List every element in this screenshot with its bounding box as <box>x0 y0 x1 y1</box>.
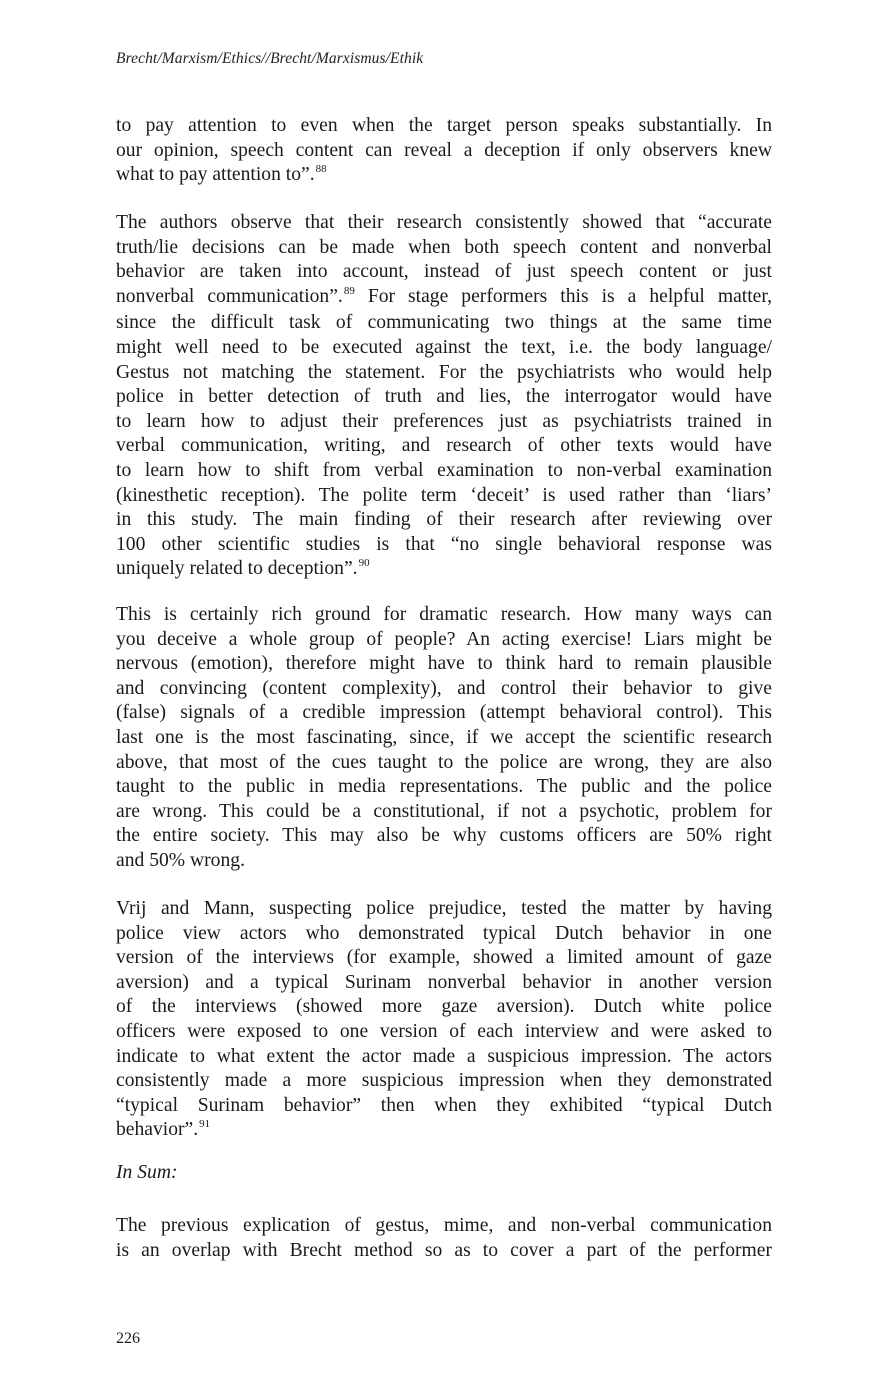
text-line: to learn how to shift from verbal examination to non-verbal examination <box>116 459 772 481</box>
text-line: “typical Surinam behavior” then when they exhibited “typical Dutch <box>116 1094 772 1116</box>
paragraph-2 <box>116 211 772 584</box>
text-line: police in better detection of truth and lies, the interrogator would have <box>116 386 772 408</box>
paragraph-4 <box>116 897 772 1145</box>
text-line: nonverbal communication”.$^{89}$ For stage performers this is a helpful matter, <box>116 284 772 307</box>
text-line: are wrong. This could be a constitutional, if not a psychotic, problem for <box>116 800 772 822</box>
text-line: since the difficult task of communicating two things at the same time <box>116 312 772 334</box>
text-line: police view actors who demonstrated typical Dutch behavior in one <box>116 922 772 944</box>
paragraph-3 <box>116 603 772 874</box>
text-line: might well need to be executed against the text, i.e. the body language/ <box>116 336 772 358</box>
text-line: taught to the public in media representations. The public and the police <box>116 776 772 798</box>
text-line: truth/lie decisions can be made when both speech content and nonverbal <box>116 236 772 258</box>
text-line: officers were exposed to one version of each interview and were asked to <box>116 1020 772 1042</box>
text-line: version of the interviews (for example, showed a limited amount of gaze <box>116 947 772 969</box>
paragraph-5 <box>116 1214 772 1263</box>
text-line: uniquely related to deception”.$^{90}$ <box>116 557 370 580</box>
text-line: consistently made a more suspicious impression when they demonstrated <box>116 1070 772 1092</box>
text-line: (kinesthetic reception). The polite term ‘deceit’ is used rather than ‘liars’ <box>116 484 772 506</box>
text-line: is an overlap with Brecht method so as to cover a part of the performer <box>116 1239 772 1261</box>
text-line: Gestus not matching the statement. For the psychiatrists who would help <box>116 361 772 383</box>
footnote-marker[interactable]: 90 <box>358 557 370 570</box>
footnote-marker[interactable]: 88 <box>315 163 327 176</box>
text-line: 100 other scientific studies is that “no single behavioral response was <box>116 533 772 555</box>
text-line: behavior”.$^{91}$ <box>116 1118 211 1141</box>
text-line: The previous explication of gestus, mime, and non-verbal communication <box>116 1215 772 1236</box>
text-line: verbal communication, writing, and research of other texts would have <box>116 435 772 457</box>
paragraph-1 <box>116 114 772 190</box>
footnote-marker[interactable]: 91 <box>199 1118 211 1131</box>
text-line: Vrij and Mann, suspecting police prejudice, tested the matter by having <box>116 898 772 919</box>
section-heading: In Sum: <box>116 1162 178 1183</box>
text-line: and convincing (content complexity), and control their behavior to give <box>116 677 772 699</box>
text-line: The authors observe that their research consistently showed that “accurate <box>116 212 772 233</box>
footnote-marker[interactable]: 89 <box>343 284 355 297</box>
text-line: you deceive a whole group of people? An acting exercise! Liars might be <box>116 628 772 650</box>
text-line: nervous (emotion), therefore might have to think hard to remain plausible <box>116 653 772 675</box>
text-line: indicate to what extent the actor made a suspicious impression. The actors <box>116 1045 772 1067</box>
text-line: last one is the most fascinating, since, if we accept the scientific research <box>116 726 772 748</box>
text-line: to learn how to adjust their preferences just as psychiatrists trained in <box>116 410 772 432</box>
text-line: our opinion, speech content can reveal a deception if only observers knew <box>116 139 772 161</box>
page-number: 226 <box>116 1330 140 1347</box>
running-head: Brecht/Marxism/Ethics//Brecht/Marxismus/Ethik <box>116 50 424 67</box>
text-line: of the interviews (showed more gaze aversion). Dutch white police <box>116 996 772 1018</box>
text-line: above, that most of the cues taught to the police are wrong, they are also <box>116 751 772 773</box>
text-line: what to pay attention to”.$^{88}$ <box>116 163 327 186</box>
text-line: and 50% wrong. <box>116 849 245 871</box>
text-line: aversion) and a typical Surinam nonverbal behavior in another version <box>116 971 772 993</box>
text-line: in this study. The main finding of their research after reviewing over <box>116 509 772 531</box>
text-line: the entire society. This may also be why customs officers are 50% right <box>116 825 772 847</box>
text-line: behavior are taken into account, instead of just speech content or just <box>116 261 772 283</box>
text-line: (false) signals of a credible impression (attempt behavioral control). This <box>116 702 772 724</box>
text-line: This is certainly rich ground for dramatic research. How many ways can <box>116 604 772 625</box>
text-line: to pay attention to even when the target person speaks substantially. In <box>116 115 772 136</box>
